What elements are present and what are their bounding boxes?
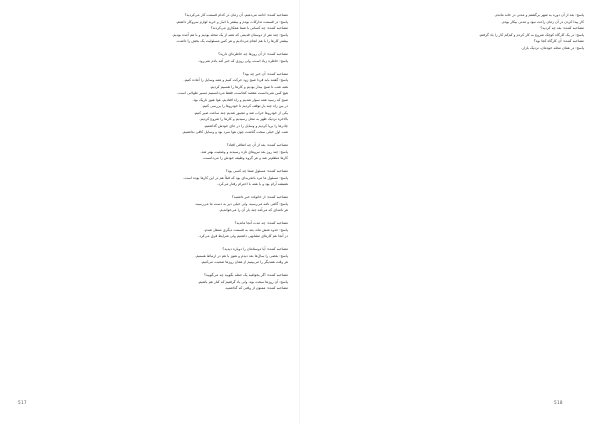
text-line: صبح که رسید همه سوار شدیم و راه افتادیم، هوا هنوز تاریک بود. — [192, 97, 288, 102]
text-line: در آنجا هم کارهای مشابهی داشتیم ولی شرایط فرق می‌کرد. — [198, 234, 288, 238]
text-line: مصاحبه کننده: بعد چه کردید؟ — [540, 26, 584, 30]
text-line: پاسخ: خاطره زیاد است، ولی روزی که خبر آمد یادم نمی‌رود. — [197, 58, 288, 63]
text-line: کارها منظم‌تر شد و هر گروه وظیفه خودش را می‌دانست. — [202, 156, 288, 160]
text-line: پاسخ: گاهی نامه می‌رسید، ولی خیلی دیر به دست ما می‌رسید. — [194, 201, 288, 206]
text-line: پاسخ: مسئول ما مرد باتجربه‌ای بود که قبلاً هم در این کارها بوده است. — [183, 175, 288, 180]
text-line: مصاحبه کننده: آن کارگاه کجا بود؟ — [533, 39, 584, 43]
text-line: پاسخ: در همان محله خودمان، نزدیک بازار. — [521, 45, 584, 50]
left-page-number: 517 — [18, 400, 27, 405]
text-line: بیشتر کارها را با هم انجام می‌دادیم و هر کس مسئولیت یک بخش را داشت. — [176, 39, 288, 43]
text-line: کار پیدا کردن در آن زمان راحت نبود و مدتی بیکار بودم. — [501, 19, 584, 24]
text-line: مصاحبه کننده: از خانواده خبر داشتید؟ — [231, 195, 288, 199]
text-line: پاسخ: در یک کارگاه کوچک شروع به کار کردم و کم‌کم کار را یاد گرفتم. — [478, 32, 584, 37]
text-line: مصاحبه کننده: چه کسانی با شما همکاری می‌کردند؟ — [210, 26, 288, 30]
text-line: مصاحبه کننده: مسئول شما چه کسی بود؟ — [225, 169, 288, 173]
text-line: هیچ کس نمی‌دانست مقصد کجاست، فقط می‌دانستیم مسیر طولانی است. — [177, 91, 288, 95]
text-line: مصاحبه کننده: ممنون از وقتی که گذاشتید. — [224, 286, 288, 290]
text-line: پاسخ: چند روز بعد نیروهای تازه رسیدند و وضعیت بهتر شد. — [200, 149, 288, 154]
text-line: یکی از خودروها خراب شد و مجبور شدیم چند ساعت صبر کنیم. — [193, 110, 288, 115]
text-line: مصاحبه کننده: آیا دوستانتان را دوباره دیدید؟ — [222, 247, 288, 251]
text-line: مصاحبه کننده: آن خبر چه بود؟ — [242, 71, 288, 76]
text-line: مصاحبه کننده: اگر بخواهید یک جمله بگویید چه می‌گویید؟ — [203, 273, 288, 277]
right-page-number: 518 — [554, 400, 563, 405]
text-line: بالاخره نزدیک ظهر به محل رسیدیم و کارها را شروع کردیم. — [199, 117, 288, 121]
text-line: پاسخ: بعد از آن دوره به شهر برگشتم و مدتی در خانه ماندم. — [494, 13, 584, 17]
text-line: پاسخ: در قسمت تدارکات بودم و بیشتر با انبار و خرید لوازم سروکار داشتم. — [175, 19, 288, 24]
text-line: پاسخ: آن روزها سخت بود، ولی یاد گرفتیم که کنار هم باشیم. — [197, 279, 288, 284]
text-line: شب اول خیلی سخت گذشت چون هوا سرد بود و وسایل کافی نداشتیم. — [181, 130, 288, 134]
text-line: در بین راه چند بار توقف کردیم تا خودروها را بررسی کنیم. — [201, 104, 288, 108]
text-line: چادرها را برپا کردیم و وسایل را در جای خودش گذاشتیم. — [203, 123, 288, 128]
text-line: همه شب تا صبح بیدار بودیم و کارها را تقسیم کردیم. — [209, 84, 288, 89]
text-line: پاسخ: گفتند باید فردا صبح زود حرکت کنیم و همه وسایل را آماده کنیم. — [183, 78, 288, 82]
text-line: مصاحبه کننده: ادامه می‌دهیم. آن زمان در کدام قسمت کار می‌کردید؟ — [184, 13, 288, 17]
text-line: مصاحبه کننده: چه مدت آنجا ماندید؟ — [234, 221, 288, 225]
right-page-text — [312, 12, 584, 51]
text-line: مصاحبه کننده: بعد از آن چه اتفاقی افتاد؟ — [226, 143, 288, 147]
text-line: هر نامه‌ای که می‌آمد چند بار آن را می‌خواندیم. — [219, 208, 288, 212]
text-line: پاسخ: چند نفر از دوستان قدیمی که همه از یک محله بودیم و با هم آمده بودیم. — [172, 32, 288, 37]
right-page — [300, 0, 600, 424]
left-page-text — [16, 12, 288, 292]
text-line: پاسخ: حدود شش ماه، بعد به قسمت دیگری منتقل شدم. — [203, 227, 288, 232]
text-line: پاسخ: بعضی را سال‌ها بعد دیدم و هنوز با هم در ارتباط هستیم. — [194, 253, 288, 258]
text-line: هر وقت همدیگر را می‌بینیم از همان روزها صحبت می‌کنیم. — [200, 260, 288, 264]
text-line: همیشه آرام بود و با همه با احترام رفتار می‌کرد. — [217, 182, 288, 186]
text-line: مصاحبه کننده: از آن روزها چه خاطره‌ای دارید؟ — [218, 52, 288, 56]
